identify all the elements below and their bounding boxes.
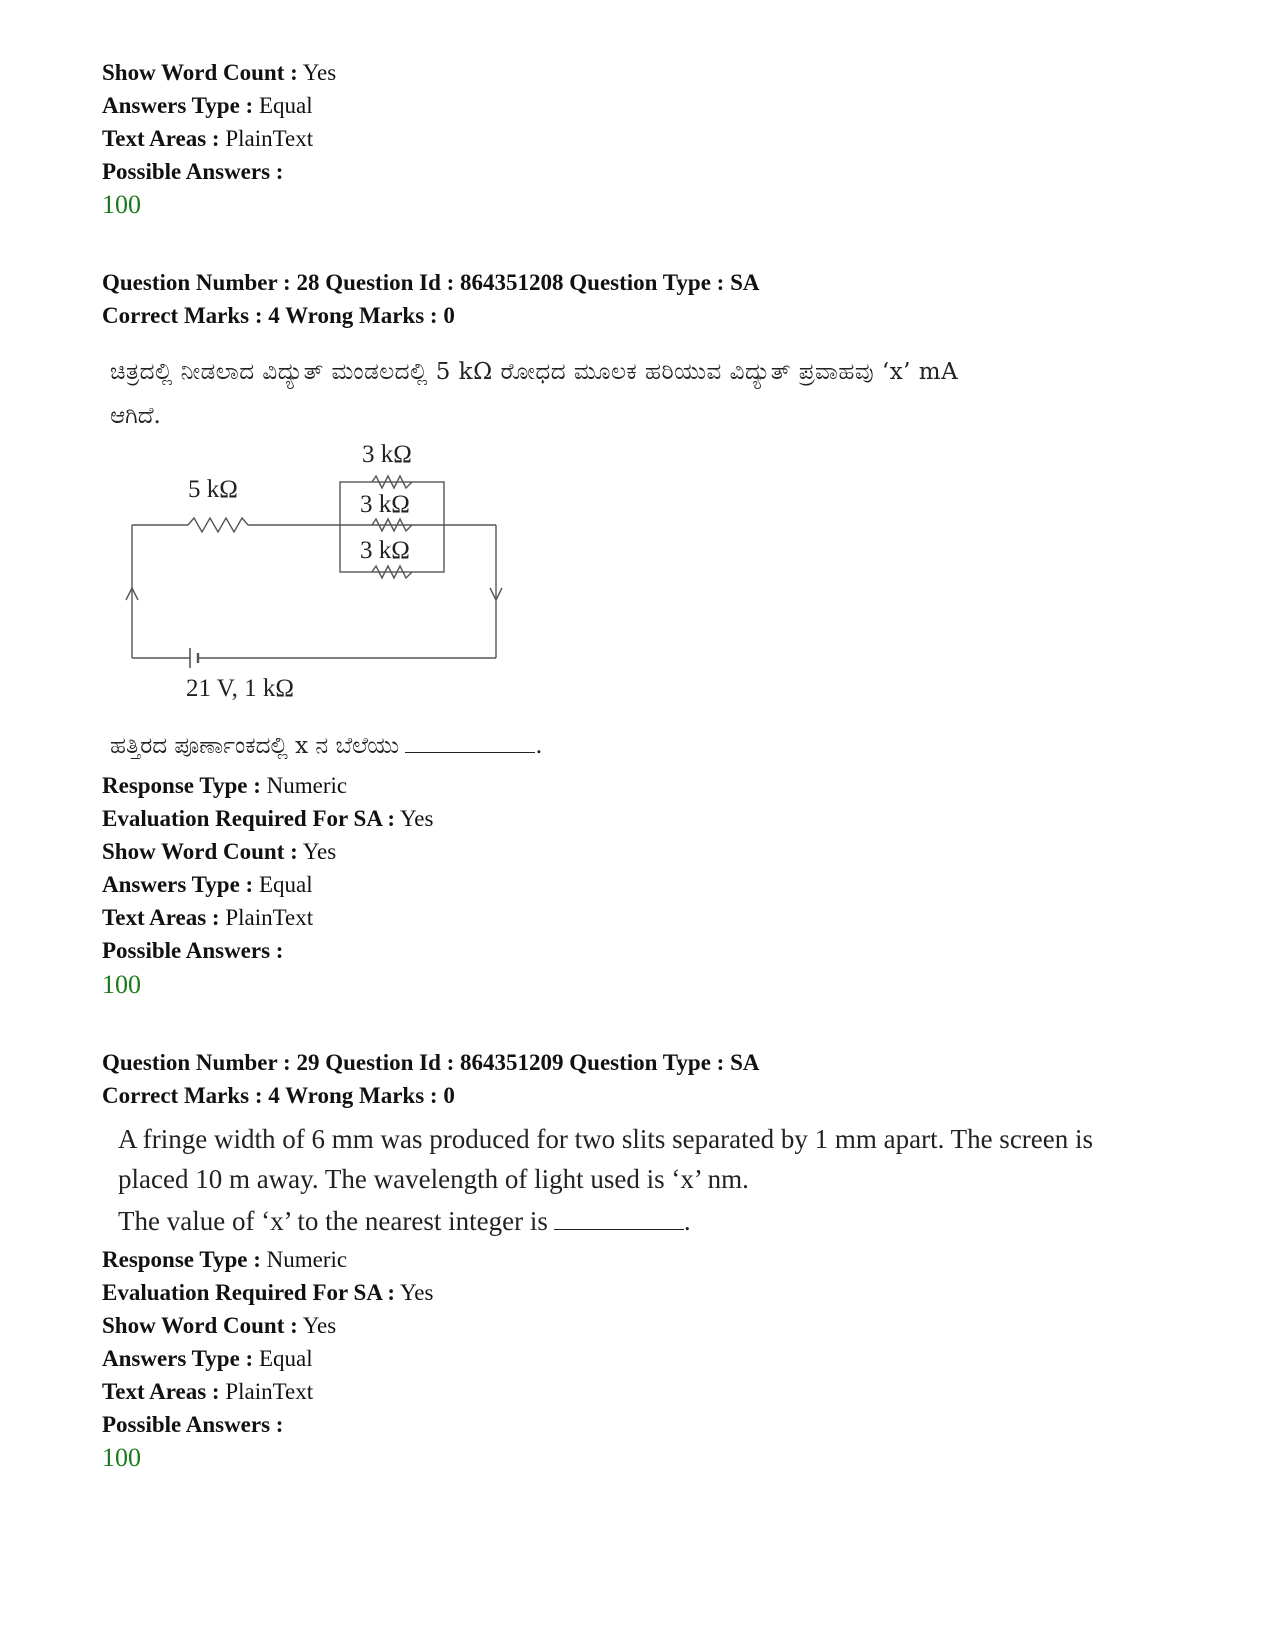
q28-marks: Correct Marks : 4 Wrong Marks : 0 [102, 303, 455, 328]
q28-evaluation: Evaluation Required For SA : Yes [102, 806, 434, 831]
q29-answer-blank [554, 1229, 684, 1230]
q28-answer-blank [405, 752, 535, 753]
q28-text-line2: ಆಗಿದೆ. [110, 403, 161, 429]
q29-marks: Correct Marks : 4 Wrong Marks : 0 [102, 1083, 455, 1108]
q29-possible-answers: Possible Answers : [102, 1412, 284, 1437]
q29-response-type: Response Type : Numeric [102, 1247, 348, 1272]
q28-header: Question Number : 28 Question Id : 864351208 Question Type : SA [102, 270, 760, 295]
q28-answers-type: Answers Type : Equal [102, 872, 313, 897]
q29-evaluation: Evaluation Required For SA : Yes [102, 1280, 434, 1305]
prev-answer-value: 100 [102, 190, 141, 219]
prev-answers-type: Answers Type : Equal [102, 93, 313, 118]
label-3k-top: 3 kΩ [362, 441, 412, 468]
q28-response-type: Response Type : Numeric [102, 773, 348, 798]
q28-answer-value: 100 [102, 970, 141, 999]
prev-possible-answers: Possible Answers : [102, 159, 284, 184]
label-3k-middle: 3 kΩ [360, 491, 410, 518]
q29-answers-type: Answers Type : Equal [102, 1346, 313, 1371]
prev-text-areas: Text Areas : PlainText [102, 126, 314, 151]
q29-text-areas: Text Areas : PlainText [102, 1379, 314, 1404]
label-source: 21 V, 1 kΩ [186, 675, 294, 702]
prev-show-word-count: Show Word Count : Yes [102, 60, 337, 85]
q29-show-word-count: Show Word Count : Yes [102, 1313, 337, 1338]
q28-circuit-diagram [110, 440, 530, 730]
q29-text-line2: placed 10 m away. The wavelength of light used is ‘x’ nm. [118, 1164, 749, 1194]
q29-answer-value: 100 [102, 1443, 141, 1472]
q28-show-word-count: Show Word Count : Yes [102, 839, 337, 864]
label-5k-series: 5 kΩ [188, 476, 238, 503]
q28-text-line1: ಚಿತ್ರದಲ್ಲಿ ನೀಡಲಾದ ವಿದ್ಯುತ್ ಮಂಡಲದಲ್ಲಿ 5 kΩ ರೋಧದ ಮೂಲಕ ಹರಿಯುವ ವಿದ್ಯುತ್ ಪ್ರವಾಹವು ‘x’ mA [110, 359, 959, 385]
q29-header: Question Number : 29 Question Id : 864351209 Question Type : SA [102, 1050, 760, 1075]
q28-prompt: ಹತ್ತಿರದ ಪೂರ್ಣಾಂಕದಲ್ಲಿ x ನ ಬೆಲೆಯು . [110, 733, 543, 759]
q29-text-line3: The value of ‘x’ to the nearest integer is . [118, 1206, 691, 1236]
q28-possible-answers: Possible Answers : [102, 938, 284, 963]
q28-text-areas: Text Areas : PlainText [102, 905, 314, 930]
label-3k-bottom: 3 kΩ [360, 537, 410, 564]
q29-text-line1: A fringe width of 6 mm was produced for two slits separated by 1 mm apart. The screen is [118, 1124, 1094, 1154]
